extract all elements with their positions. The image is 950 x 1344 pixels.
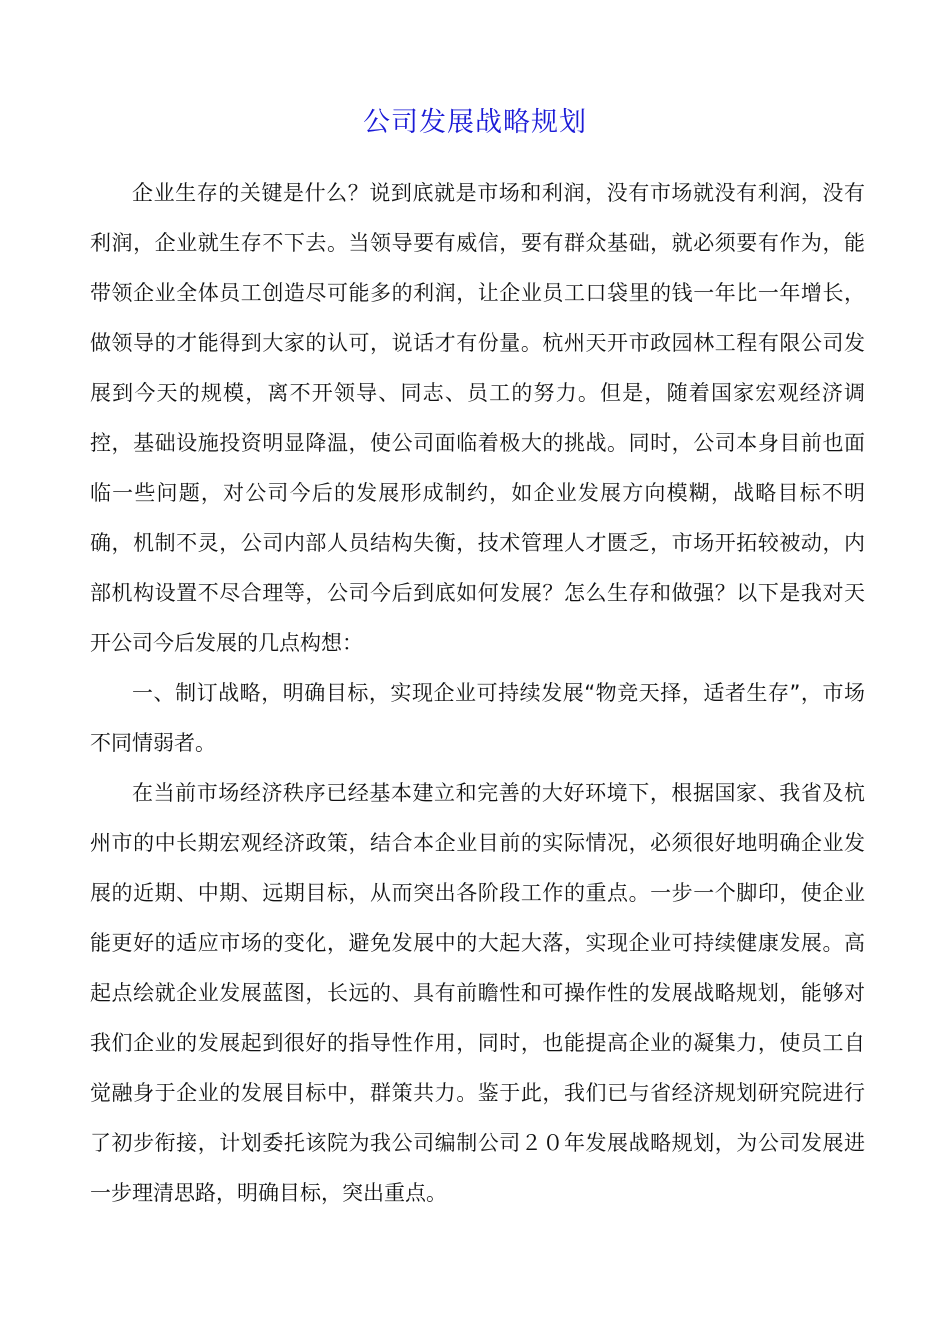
paragraph-intro: 企业生存的关键是什么？说到底就是市场和利润，没有市场就没有利润，没有利润，企业就生存不下去。当领导要有威信，要有群众基础，就必须要有作为，能带领企业全体员工创造尽可能多的利润，让企业员工口袋里的钱一年比一年增长，做领导的才能得到大家的认可，说话才有份量。杭州天开市政园林工程有限公司发展到今天的规模，离不开领导、同志、员工的努力。但是，随着国家宏观经济调控，基础设施投资明显降温，使公司面临着极大的挑战。同时，公司本身目前也面临一些问题，对公司今后的发展形成制约，如企业发展方向模糊，战略目标不明确，机制不灵，公司内部人员结构失衡，技术管理人才匮乏，市场开拓较被动，内部机构设置不尽合理等，公司今后到底如何发展？怎么生存和做强？以下是我对天开公司今后发展的几点构想： bbox=[90, 181, 865, 655]
document-title: 公司发展战略规划 bbox=[363, 107, 587, 138]
paragraph-section-one-body: 在当前市场经济秩序已经基本建立和完善的大好环境下，根据国家、我省及杭州市的中长期宏观经济政策，结合本企业目前的实际情况，必须很好地明确企业发展的近期、中期、远期目标，从而突出各阶段工作的重点。一步一个脚印，使企业能更好的适应市场的变化，避免发展中的大起大落，实现企业可持续健康发展。高起点绘就企业发展蓝图，长远的、具有前瞻性和可操作性的发展战略规划，能够对我们企业的发展起到很好的指导性作用，同时，也能提高企业的凝集力，使员工自觉融身于企业的发展目标中，群策共力。鉴于此，我们已与省经济规划研究院进行了初步衔接，计划委托该院为我公司编制公司２０年发展战略规划，为公司发展进一步理清思路，明确目标，突出重点。 bbox=[90, 781, 865, 1205]
paragraph-section-one-heading: 一、制订战略，明确目标，实现企业可持续发展“物竞天择，适者生存”，市场不同情弱者。 bbox=[90, 681, 865, 755]
document-body bbox=[90, 168, 865, 1218]
